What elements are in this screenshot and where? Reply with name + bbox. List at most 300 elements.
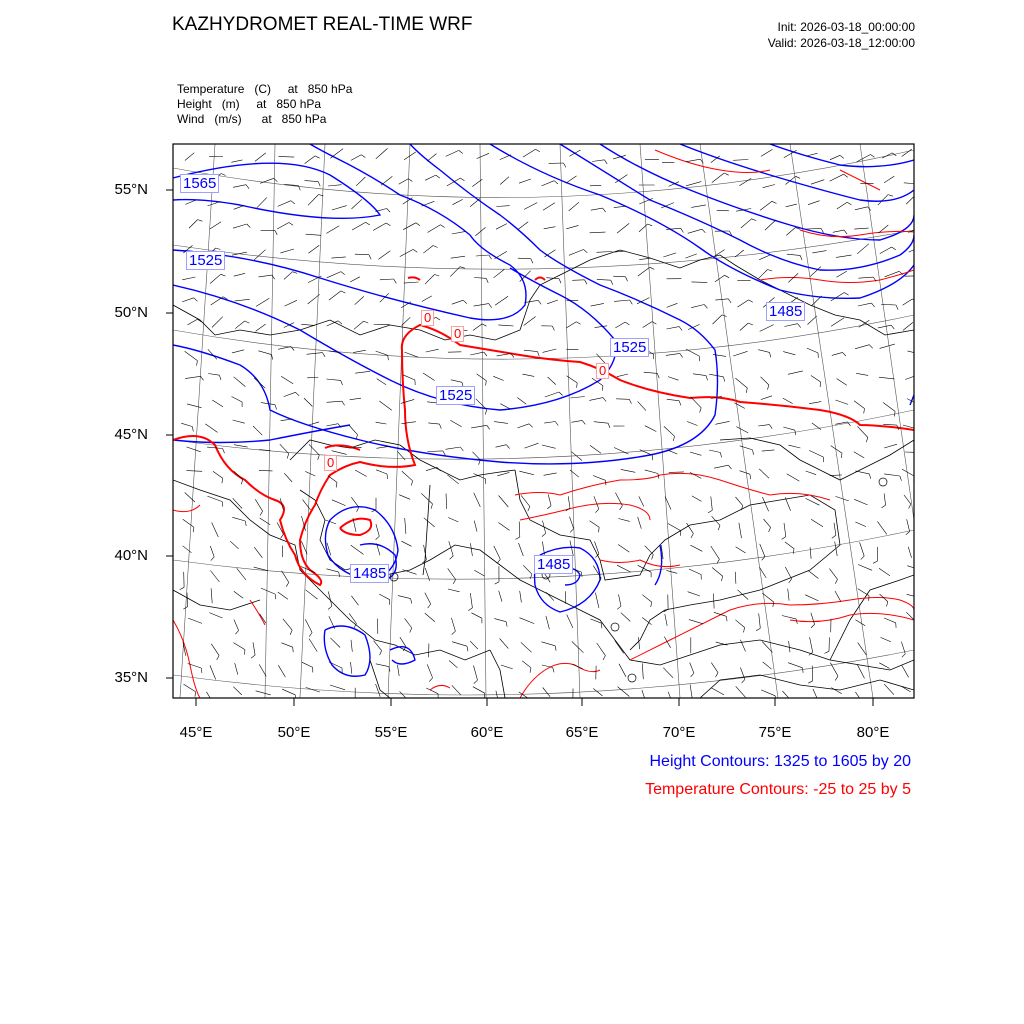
wind-barb <box>234 377 246 387</box>
wind-barb <box>566 349 578 350</box>
wind-barb <box>380 279 394 280</box>
wind-barb <box>618 519 629 522</box>
wind-barb <box>232 397 243 403</box>
wind-barb <box>518 222 528 230</box>
wind-barb <box>258 351 271 355</box>
wind-barb <box>685 254 696 258</box>
wind-barb <box>470 641 478 649</box>
wind-barb-flag <box>336 482 337 487</box>
wind-barb <box>663 668 673 678</box>
wind-barb-flag <box>495 702 499 705</box>
wind-barb <box>761 690 775 696</box>
wind-barb <box>712 173 724 183</box>
wind-barb <box>902 665 909 677</box>
wind-barb-flag <box>275 405 277 410</box>
wind-barb-flag <box>706 376 708 381</box>
wind-barb <box>809 402 821 404</box>
wind-barb <box>857 664 864 678</box>
wind-barb <box>878 325 891 328</box>
wind-barb-flag <box>369 255 371 260</box>
wind-barb-flag <box>782 537 786 540</box>
wind-barb <box>664 426 675 436</box>
wind-barb-flag <box>581 572 582 577</box>
wind-barb-flag <box>728 299 731 303</box>
wind-barb <box>281 376 293 384</box>
wind-barb <box>830 174 844 181</box>
wind-barb-flag <box>495 582 499 584</box>
wind-barb <box>328 185 342 186</box>
wind-barb <box>233 687 242 695</box>
wind-barb-flag <box>459 150 463 153</box>
wind-barb-flag <box>770 352 771 357</box>
wind-barb <box>783 427 795 430</box>
wind-barb <box>470 199 480 207</box>
lat-label-35: 35°N <box>114 669 148 686</box>
wind-barb <box>496 445 507 448</box>
wind-barb <box>446 150 459 156</box>
wind-barb <box>520 591 522 603</box>
wind-barb <box>470 352 484 355</box>
wind-barb <box>855 620 865 626</box>
wind-barb <box>591 303 604 306</box>
wind-barb-flag <box>366 222 370 225</box>
wind-barb <box>831 293 845 301</box>
wind-barb <box>212 400 223 407</box>
wind-barb-flag <box>768 270 773 272</box>
wind-barb <box>638 517 642 529</box>
wind-barb-flag <box>296 392 300 396</box>
wind-barb <box>645 546 654 555</box>
wind-barb-flag <box>515 537 519 539</box>
wind-barb <box>326 379 340 380</box>
wind-barb <box>253 642 255 655</box>
wind-barb <box>477 153 489 158</box>
wind-barb-flag <box>843 352 846 356</box>
wind-barb <box>709 450 720 453</box>
wind-barb <box>329 662 342 668</box>
wind-barb <box>494 269 505 277</box>
height-label: 1485 <box>534 555 573 574</box>
wind-barb <box>373 223 386 231</box>
wind-barb-flag <box>180 587 184 589</box>
wind-barb-flag <box>387 209 390 213</box>
wind-barb <box>808 201 820 205</box>
wind-barb <box>567 615 573 628</box>
wind-barb-flag <box>835 579 837 584</box>
wind-barb <box>237 568 246 580</box>
wind-barb-flag <box>742 679 745 683</box>
wind-barb <box>428 225 441 233</box>
wind-barb <box>837 202 847 209</box>
wind-barb-flag <box>722 576 723 581</box>
wind-barb <box>210 571 219 583</box>
wind-barb <box>666 570 677 573</box>
wind-barb <box>735 378 747 388</box>
wind-barb-flag <box>223 449 225 454</box>
wind-barb-flag <box>860 703 863 707</box>
wind-barb <box>807 348 818 353</box>
wind-barb <box>212 523 219 538</box>
wind-barb <box>207 447 223 448</box>
wind-barb <box>519 543 524 556</box>
wind-barb <box>740 471 750 475</box>
wind-barb <box>500 177 509 185</box>
wind-barb <box>448 589 460 592</box>
wind-barb <box>284 473 292 482</box>
wind-barb <box>474 493 481 507</box>
wind-barb <box>206 692 213 703</box>
wind-barb-flag <box>648 224 653 226</box>
wind-barb <box>788 371 803 374</box>
wind-barb <box>301 324 315 325</box>
wind-barb <box>616 399 629 400</box>
wind-barb <box>278 156 294 157</box>
wind-barb <box>452 231 466 234</box>
wind-barb <box>284 272 293 280</box>
wind-barb <box>736 547 746 553</box>
wind-barb-flag <box>351 704 356 706</box>
wind-barb <box>397 665 399 676</box>
wind-barb-flag <box>602 386 603 391</box>
wind-barb-flag <box>718 525 720 530</box>
wind-barb <box>571 420 582 422</box>
wind-barb <box>902 469 914 476</box>
wind-barb-flag <box>603 398 606 402</box>
wind-barb <box>907 594 918 597</box>
wind-barb <box>758 425 769 426</box>
wind-barb <box>879 568 890 576</box>
wind-barb <box>522 374 534 376</box>
wind-barb-flag <box>894 411 895 416</box>
wind-barb <box>448 518 458 522</box>
init-time: Init: 2026-03-18_00:00:00 <box>777 20 915 34</box>
wind-barb-flag <box>795 430 796 435</box>
wind-barb <box>783 398 793 404</box>
wind-barb <box>182 298 194 302</box>
wind-barb <box>908 228 922 233</box>
wind-barb-flag <box>394 279 397 283</box>
wind-barb <box>570 470 579 477</box>
wind-barb <box>569 202 579 211</box>
wind-barb <box>525 300 539 302</box>
wind-barb <box>449 661 457 668</box>
wind-barb-flag <box>789 579 792 583</box>
wind-barb <box>545 392 559 397</box>
wind-barb-flag <box>748 323 753 325</box>
lon-label-55: 55°E <box>374 724 408 741</box>
height-label: 1525 <box>610 338 649 357</box>
wind-barb <box>234 273 245 276</box>
wind-barb <box>758 350 769 353</box>
wind-barb <box>785 497 791 511</box>
wind-barb <box>423 373 435 381</box>
wind-barb <box>733 351 747 356</box>
wind-barb-flag <box>921 354 922 359</box>
wind-barb <box>733 160 748 161</box>
wind-barb <box>908 547 911 558</box>
wind-barb <box>213 471 223 478</box>
wind-barb <box>544 473 557 475</box>
wind-barb <box>572 280 584 281</box>
wind-barb <box>645 426 656 432</box>
wind-barb <box>519 692 531 700</box>
wind-barb-flag <box>847 202 851 205</box>
wind-barb <box>644 372 658 373</box>
wind-barb <box>523 149 536 157</box>
wind-barb <box>327 401 342 402</box>
wind-barb <box>857 426 868 437</box>
wind-barb <box>831 688 842 694</box>
wind-barb <box>210 546 214 557</box>
wind-barb <box>376 524 379 536</box>
wind-barb-flag <box>193 527 194 532</box>
wind-barb <box>301 541 307 554</box>
wind-barb <box>805 595 818 601</box>
wind-barb <box>233 643 245 650</box>
wind-barb <box>738 590 749 600</box>
wind-barb <box>400 249 413 256</box>
wind-barb <box>741 219 752 228</box>
lat-label-55: 55°N <box>114 181 148 198</box>
wind-barb <box>281 419 293 421</box>
wind-barb <box>855 522 866 527</box>
wind-barb-flag <box>195 692 196 697</box>
wind-barb-flag <box>380 651 382 656</box>
wind-barb <box>837 379 847 386</box>
wind-barb-flag <box>387 474 388 479</box>
wind-barb <box>376 422 387 424</box>
temperature-contours <box>173 150 914 698</box>
wind-barb-flag <box>436 317 440 320</box>
wind-barb-flag <box>487 425 490 429</box>
wind-barb-flag <box>821 228 823 232</box>
wind-barb <box>638 401 646 410</box>
graticule <box>173 144 914 698</box>
wind-barb-flag <box>841 453 842 458</box>
wind-barb <box>425 613 435 622</box>
wind-barb <box>764 519 771 527</box>
wind-barb <box>759 469 769 478</box>
wind-barb <box>788 663 802 668</box>
wind-barb <box>524 317 536 326</box>
wind-barb <box>783 691 791 700</box>
wind-barb <box>305 156 316 164</box>
wind-barb <box>543 521 546 534</box>
wind-barb <box>570 541 573 556</box>
wind-barb <box>566 322 576 328</box>
temperature-label: 0 <box>451 326 464 342</box>
wind-barb <box>736 497 743 506</box>
wind-barb <box>619 594 622 606</box>
wind-barb <box>421 493 432 504</box>
wind-barb <box>353 350 366 352</box>
wind-barb <box>762 450 775 451</box>
wind-barb-flag <box>691 673 694 677</box>
wind-barb <box>735 620 744 628</box>
wind-barb-flag <box>201 376 204 380</box>
wind-barb <box>233 224 247 228</box>
wind-barb <box>451 380 462 383</box>
wind-barb <box>668 377 679 381</box>
wind-barb <box>688 592 700 596</box>
wind-barb <box>181 423 192 426</box>
lat-label-40: 40°N <box>114 547 148 564</box>
wind-barb <box>259 470 273 471</box>
wind-barb <box>765 220 776 230</box>
wind-barb <box>736 686 746 697</box>
wind-barb <box>639 496 644 506</box>
wind-barb <box>446 447 461 449</box>
wind-barb-flag <box>309 633 312 637</box>
wind-barb <box>477 374 487 381</box>
height-label: 1525 <box>186 251 225 270</box>
wind-barb <box>811 519 823 527</box>
wind-barb <box>688 229 702 233</box>
lat-label-45: 45°N <box>114 426 148 443</box>
wind-barb-flag <box>555 646 556 651</box>
wind-barb <box>883 403 895 412</box>
wind-barb-flag <box>681 228 684 232</box>
wind-barb-flag <box>342 401 345 405</box>
wind-barb <box>521 642 532 652</box>
wind-barb <box>326 569 338 572</box>
wind-barb <box>377 446 391 448</box>
wind-barb-flag <box>388 355 389 360</box>
wind-barb <box>234 471 243 479</box>
wind-barb <box>211 644 219 656</box>
wind-barb <box>381 176 392 185</box>
wind-barb <box>261 588 275 594</box>
wind-barb-flag <box>408 179 412 182</box>
wind-barb <box>519 522 520 538</box>
wind-barb-flag <box>882 505 886 508</box>
lon-label-75: 75°E <box>758 724 792 741</box>
valid-time: Valid: 2026-03-18_12:00:00 <box>767 36 915 50</box>
wind-barb <box>354 321 364 329</box>
wind-barb-flag <box>440 424 442 429</box>
temperature-contours-legend: Temperature Contours: -25 to 25 by 5 <box>645 781 911 798</box>
wind-barb-flag <box>564 163 566 167</box>
wind-barb <box>667 327 680 329</box>
wind-barb <box>687 422 697 426</box>
wind-barb <box>209 613 222 618</box>
wind-barb <box>304 398 312 406</box>
wind-barb <box>186 447 200 452</box>
wind-barb <box>183 519 194 527</box>
wind-barb <box>834 523 836 535</box>
wind-barb-flag <box>625 322 629 325</box>
wind-barb-flag <box>753 450 754 455</box>
wind-barb-flag <box>844 230 847 234</box>
wind-barb <box>809 571 819 579</box>
wind-barb <box>500 155 511 160</box>
wind-barb-flag <box>531 259 533 264</box>
wind-barb <box>879 663 889 669</box>
wind-barb <box>398 596 411 599</box>
wind-barb-flag <box>289 223 293 226</box>
wind-barb <box>495 251 507 258</box>
wind-barb-flag <box>864 409 865 414</box>
wind-barb <box>208 202 221 206</box>
wind-barb-flag <box>318 182 320 187</box>
wind-barb-flag <box>793 549 794 554</box>
wind-barb <box>594 422 608 424</box>
wind-barb <box>786 204 797 207</box>
wind-barb <box>854 228 868 229</box>
wind-barb-flag <box>728 465 731 469</box>
wind-barb-flag <box>918 569 919 574</box>
wind-barb <box>884 684 894 695</box>
wind-barb-flag <box>506 622 507 627</box>
wind-barb-flag <box>773 602 774 607</box>
wind-barb <box>713 354 726 356</box>
wind-barb <box>331 257 345 258</box>
wind-barb-flag <box>724 173 729 175</box>
wind-barb <box>740 323 748 330</box>
wind-barb <box>285 300 297 306</box>
wind-barb <box>231 160 242 162</box>
wind-barb-flag <box>769 425 772 429</box>
wind-barb-flag <box>872 303 875 307</box>
wind-barb-flag <box>411 481 412 486</box>
wind-barb <box>855 207 868 210</box>
wind-barb-flag <box>431 504 432 509</box>
wind-barb <box>595 326 608 328</box>
wind-barb-flag <box>820 382 821 387</box>
wind-barb <box>909 246 922 252</box>
wind-barb <box>835 591 841 602</box>
wind-barb <box>884 444 897 448</box>
wind-barb-flag <box>887 602 888 607</box>
wind-barb <box>400 637 406 647</box>
wind-barb <box>855 692 862 703</box>
wind-barb <box>615 322 625 328</box>
wind-barb-flag <box>679 327 682 331</box>
wind-barb <box>546 616 550 629</box>
wind-barb <box>235 299 250 301</box>
wind-barb <box>590 232 606 233</box>
wind-barb <box>473 687 485 694</box>
wind-barb <box>403 223 416 230</box>
wind-barb <box>497 354 511 356</box>
wind-barb <box>452 300 463 304</box>
wind-barb-flag <box>536 149 540 152</box>
wind-barb-flag <box>275 230 277 234</box>
wind-barb-flag <box>900 476 902 481</box>
temperature-label: 0 <box>421 310 434 326</box>
wind-barb-flag <box>844 174 848 177</box>
wind-barb <box>471 613 482 618</box>
wind-barb-flag <box>416 223 420 226</box>
wind-barb-flag <box>286 582 289 586</box>
wind-barb <box>763 185 775 188</box>
wind-barb-flag <box>489 304 492 308</box>
wind-barb <box>668 524 681 531</box>
wind-barb-flag <box>290 630 292 635</box>
wind-barb <box>884 474 900 476</box>
wind-barb <box>643 322 652 328</box>
wind-barb <box>518 424 530 428</box>
wind-barb-flag <box>568 701 573 703</box>
wind-barb-flag <box>772 201 777 203</box>
wind-barb <box>350 277 360 282</box>
wind-barb <box>693 374 706 376</box>
wind-barb <box>330 149 343 159</box>
wind-barb-flag <box>530 668 531 673</box>
wind-barb-flag <box>744 628 745 633</box>
wind-barb <box>881 304 896 305</box>
wind-barb-flag <box>584 250 588 253</box>
